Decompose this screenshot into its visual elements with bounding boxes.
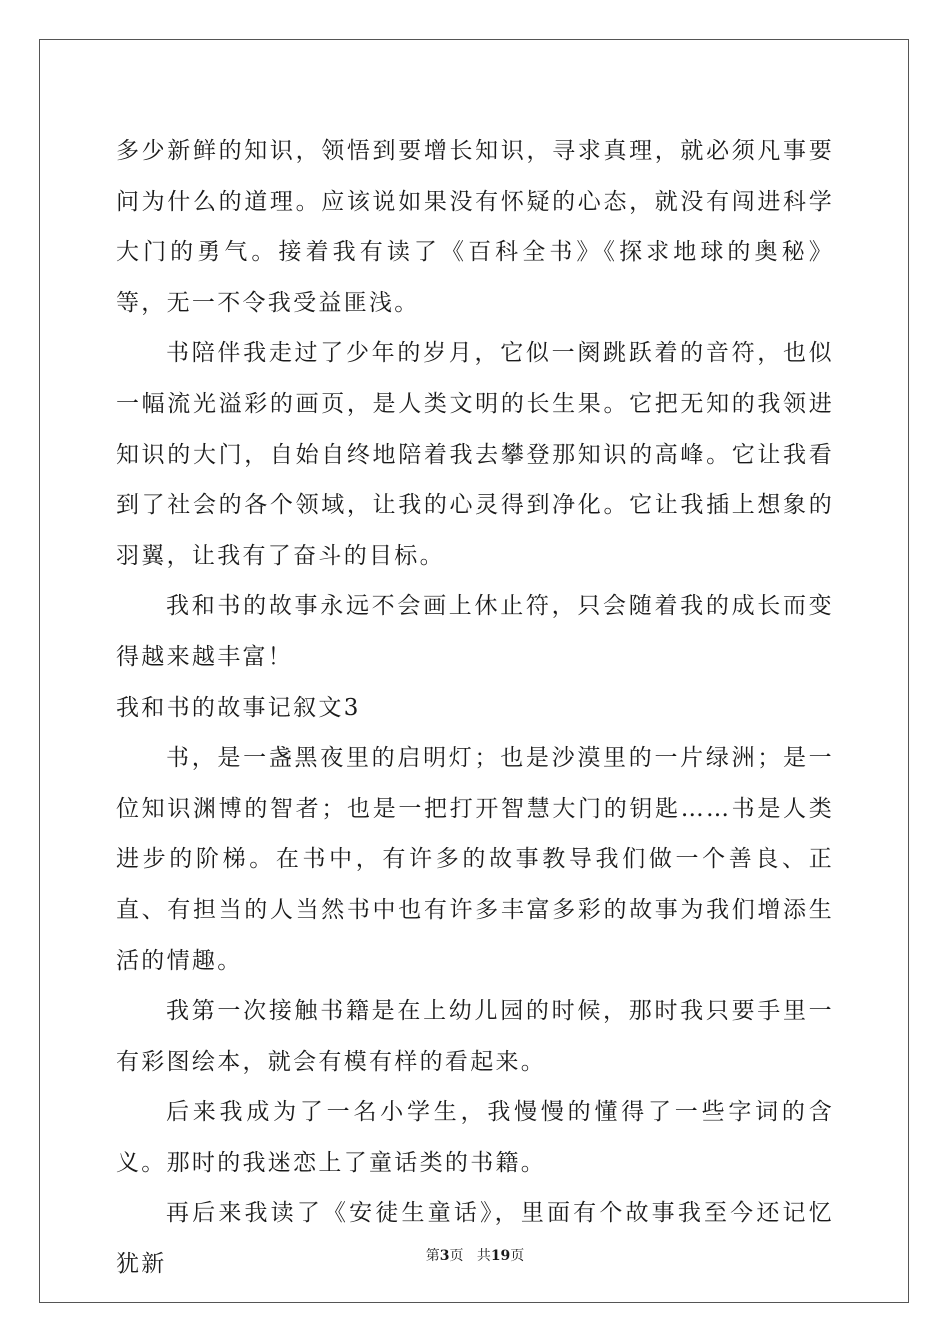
document-body (116, 126, 834, 1290)
footer-total-prefix: 共 (476, 1248, 491, 1264)
footer-total-suffix: 页 (510, 1248, 525, 1264)
paragraph-5: 我第一次接触书籍是在上幼儿园的时候，那时我只要手里一有彩图绘本，就会有模有样的看起来。 (116, 998, 834, 1075)
paragraph-4: 书，是一盏黑夜里的启明灯；也是沙漠里的一片绿洲；是一位知识渊博的智者；也是一把打开智慧大门的钥匙……书是人类进步的阶梯。在书中，有许多的故事教导我们做一个善良、正直、有担当的人当然书中也有许多丰富多彩的故事为我们增添生活的情趣。 (116, 745, 834, 974)
footer-prefix: 第 (425, 1248, 440, 1264)
paragraph-3: 我和书的故事永远不会画上休止符，只会随着我的成长而变得越来越丰富！ (116, 593, 834, 670)
paragraph-2: 书陪伴我走过了少年的岁月，它似一阕跳跃着的音符，也似一幅流光溢彩的画页，是人类文明的长生果。它把无知的我领进知识的大门，自始自终地陪着我去攀登那知识的高峰。它让我看到了社会的各个领域，让我的心灵得到净化。它让我插上想象的羽翼，让我有了奋斗的目标。 (116, 340, 834, 569)
total-pages-number: 19 (490, 1248, 511, 1264)
paragraph-6: 后来我成为了一名小学生，我慢慢的懂得了一些字词的含义。那时的我迷恋上了童话类的书籍。 (116, 1099, 834, 1176)
footer-page-suffix: 页 (449, 1248, 464, 1264)
page-footer (0, 1246, 950, 1266)
section-heading: 我和书的故事记叙文3 (116, 694, 361, 721)
paragraph-1: 多少新鲜的知识，领悟到要增长知识，寻求真理，就必须凡事要问为什么的道理。应该说如果没有怀疑的心态，就没有闯进科学大门的勇气。接着我有读了《百科全书》《探求地球的奥秘》等，无一不令我受益匪浅。 (116, 138, 834, 316)
current-page-number: 3 (439, 1248, 450, 1264)
paragraph-7: 再后来我读了《安徒生童话》，里面有个故事我至今还记忆犹新 (116, 1200, 834, 1278)
